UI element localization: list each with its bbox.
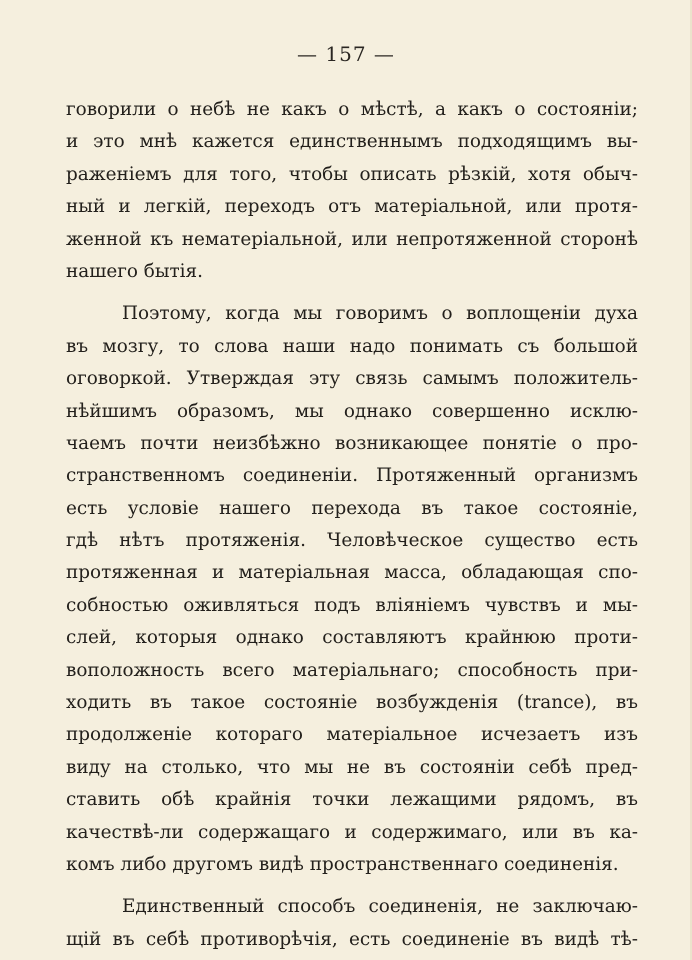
text-line: щій въ себѣ противорѣчія, есть соединеніе въ видѣ тѣ-: [66, 928, 638, 950]
text-line: нашего бытія.: [66, 260, 203, 282]
text-line: въ мозгу, то слова наши надо понимать съ большой: [66, 335, 638, 357]
paragraph-gap: [66, 881, 638, 891]
text-line: Поэтому, когда мы говоримъ о воплощеніи духа: [122, 303, 638, 325]
text-line: странственномъ соединеніи. Протяженный организмъ: [66, 465, 638, 487]
text-line: говорили о небѣ не какъ о мѣстѣ, а какъ о состояніи;: [66, 99, 638, 120]
text-line: и это мнѣ кажется единственнымъ подходящимъ вы-: [66, 131, 638, 153]
text-line: оговоркой. Утверждая эту связь самымъ положитель-: [66, 368, 638, 390]
text-line: есть условіе нашего перехода въ такое состояніе,: [66, 497, 638, 519]
text-line: комъ либо другомъ видѣ пространственнаго соединенія.: [66, 853, 619, 875]
text-line: собностью оживляться подъ вліяніемъ чувствъ и мы-: [66, 594, 638, 616]
paragraph-1: [66, 94, 638, 288]
text-line: раженіемъ для того, чтобы описать рѣзкій, хотя обыч-: [66, 163, 638, 185]
text-line: Единственный способъ соединенія, не заключаю-: [122, 896, 638, 918]
text-line: ставить обѣ крайнія точки лежащими рядомъ, въ: [66, 789, 638, 811]
text-line: гдѣ нѣтъ протяженія. Человѣческое существо есть: [66, 530, 638, 552]
paragraph-gap: [66, 288, 638, 298]
text-line: нѣйшимъ образомъ, мы однако совершенно исклю-: [66, 400, 638, 422]
text-line: протяженная и матеріальная масса, обладающая спо-: [66, 562, 638, 584]
text-line: продолженіе котораго матеріальное исчезаетъ изъ: [66, 724, 638, 746]
paragraph-2: [66, 298, 638, 881]
page-number: — 157 —: [297, 42, 395, 66]
text-line: качествѣ-ли содержащаго и содержимаго, или въ ка-: [66, 821, 638, 843]
body-text: [66, 94, 638, 956]
paragraph-3: [66, 891, 638, 956]
text-line: виду на столько, что мы не въ состояніи себѣ пред-: [66, 756, 638, 778]
text-line: ный и легкій, переходъ отъ матеріальной, или протя-: [66, 196, 638, 218]
text-line: ходить въ такое состояніе возбужденія (trance), въ: [66, 692, 638, 714]
text-line: слей, которыя однако составляютъ крайнюю проти-: [66, 627, 638, 649]
text-line: воположность всего матеріальнаго; способность при-: [66, 659, 638, 681]
text-line: чаемъ почти неизбѣжно возникающее понятіе о про-: [66, 432, 638, 454]
text-line: женной къ нематеріальной, или непротяженной сторонѣ: [66, 228, 638, 250]
